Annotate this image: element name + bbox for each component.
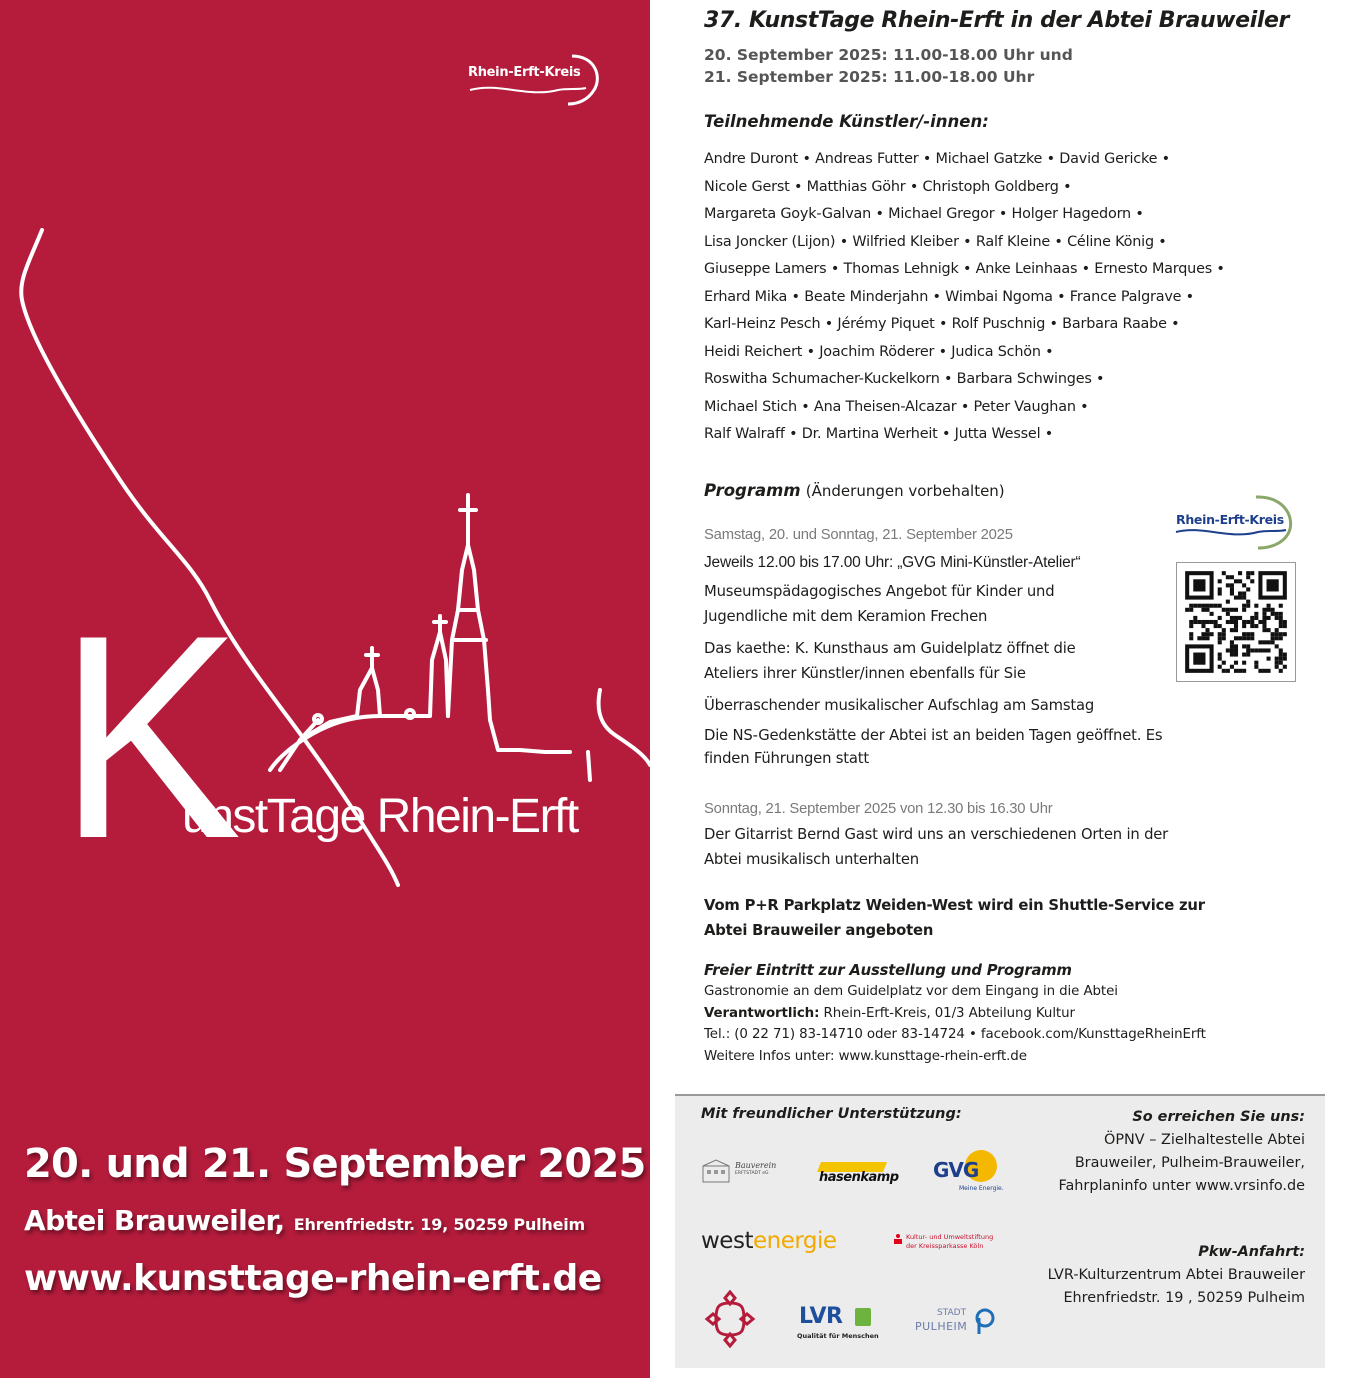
lvr-name: LVR [799,1304,843,1329]
responsible-line [704,1003,1206,1025]
program-ns [704,724,1162,770]
artists-line: Nicole Gerst • Matthias Göhr • Christoph Goldberg • [704,178,1072,195]
west-text: west [701,1228,753,1254]
artists-list [704,146,1225,449]
reach-line: Fahrplaninfo unter www.vrsinfo.de [1058,1178,1305,1194]
rhein-erft-kreis-logo [468,50,608,110]
program-ns-line: finden Führungen statt [704,750,869,767]
sponsor-lvr [797,1304,887,1344]
sponsor-westenergie [701,1228,861,1258]
venue-name: Abtei Brauweiler, [24,1204,285,1237]
event-title: 37. KunstTage Rhein-Erft in der Abtei Brauweiler [704,8,1289,33]
program-museum-line: Jugendliche mit dem Keramion Frechen [704,608,988,625]
sponsor-kreissparkasse [893,1232,1003,1256]
artists-line: Lisa Joncker (Lijon) • Wilfried Kleiber • Ralf Kleine • Céline König • [704,233,1167,250]
sponsor-gvg [929,1148,1005,1196]
free-entry: Freier Eintritt zur Ausstellung und Programm [704,962,1072,979]
program-title: Programm [704,481,801,500]
program-guitar-line: Der Gitarrist Bernd Gast wird uns an verschiedenen Orten in der [704,826,1169,843]
pulheim-line-2: PULHEIM [915,1320,968,1333]
artists-line: Heidi Reichert • Joachim Röderer • Judica Schön • [704,343,1054,360]
shuttle-line: Vom P+R Parkplatz Weiden-West wird ein Shuttle-Service zur [704,897,1205,914]
program-music: Überraschender musikalischer Aufschlag am Samstag [704,697,1095,714]
program-atelier: Jeweils 12.00 bis 17.00 Uhr: „GVG Mini-Künstler-Atelier“ [704,554,1081,571]
sponsor-bauverein [701,1158,791,1188]
lvr-sub: Qualität für Menschen [797,1332,879,1340]
abbey-emblem-icon [701,1288,759,1348]
kreissparkasse-line-1: Kultur- und Umweltstiftung [906,1233,994,1241]
phone-line[interactable]: Tel.: (0 22 71) 83-14710 oder 83-14724 • facebook.com/KunsttageRheinErft [704,1027,1206,1042]
date-line-2: 21. September 2025: 11.00-18.00 Uhr [704,68,1035,86]
program-guitar-line: Abtei musikalisch unterhalten [704,851,919,868]
event-dates [704,44,1073,88]
footer [675,1094,1325,1368]
qr-code-image [1177,563,1295,681]
gvg-sub: Meine Energie. [959,1185,1004,1192]
program-note: (Änderungen vorbehalten) [805,482,1005,500]
artists-heading: Teilnehmende Künstler/-innen: [704,112,989,131]
sponsor-hasenkamp [817,1160,899,1188]
program-museum [704,579,1054,629]
car-heading: Pkw-Anfahrt: [1198,1244,1305,1260]
artists-line: Andre Duront • Andreas Futter • Michael Gatzke • David Gericke • [704,151,1170,167]
gvg-name: GVG [933,1158,979,1182]
program-kaethe-line: Ateliers ihrer Künstler/innen ebenfalls für Sie [704,665,1026,682]
venue-address: Ehrenfriedstr. 19, 50259 Pulheim [293,1215,586,1234]
program-day2: Sonntag, 21. September 2025 von 12.30 bis 16.30 Uhr [704,801,1053,817]
event-date: 20. und 21. September 2025 [24,1141,646,1187]
responsible-label: Verantwortlich: [704,1005,820,1021]
program-heading [704,481,1005,500]
program-kaethe [704,636,1076,686]
program-ns-line: Die NS-Gedenkstätte der Abtei ist an beiden Tagen geöffnet. Es [704,727,1163,744]
kreissparkasse-line-2: der Kreissparkasse Köln [906,1242,984,1250]
reach-info [1059,1106,1305,1198]
shuttle-info [704,893,1205,943]
car-line: LVR-Kulturzentrum Abtei Brauweiler [1047,1267,1305,1283]
reach-line: ÖPNV – Zielhaltestelle Abtei [1104,1132,1305,1148]
logo-swoosh-icon [468,50,608,110]
program-day1: Samstag, 20. und Sonntag, 21. September 2025 [704,527,1013,543]
info-panel [650,0,1350,1378]
event-url[interactable]: www.kunsttage-rhein-erft.de [24,1258,602,1299]
logo-text: Rhein-Erft-Kreis [1176,512,1284,527]
artists-line: Margareta Goyk-Galvan • Michael Gregor • Holger Hagedorn • [704,206,1144,222]
date-line-1: 20. September 2025: 11.00-18.00 Uhr und [704,46,1073,64]
car-line: Ehrenfriedstr. 19 , 50259 Pulheim [1063,1290,1305,1306]
program-kaethe-line: Das kaethe: K. Kunsthaus am Guidelplatz öffnet die [704,640,1076,657]
support-heading: Mit freundlicher Unterstützung: [701,1106,962,1122]
energie-text: energie [752,1228,837,1254]
program-museum-line: Museumspädagogisches Angebot für Kinder und [704,583,1055,600]
lvr-figure-icon [853,1306,873,1328]
bauverein-name: Bauverein [735,1161,777,1170]
shuttle-line: Abtei Brauweiler angeboten [704,922,934,939]
hasenkamp-name: hasenkamp [819,1170,899,1185]
westenergie-name [701,1228,837,1254]
responsible-value: Rhein-Erft-Kreis, 01/3 Abteilung Kultur [819,1005,1075,1021]
bauverein-sub: ERFTSTADT eG [735,1171,769,1176]
artists-line: Karl-Heinz Pesch • Jérémy Piquet • Rolf Puschnig • Barbara Raabe • [704,316,1180,332]
reach-line: Brauweiler, Pulheim-Brauweiler, [1074,1155,1305,1171]
title-letter-k: K [58,575,242,899]
building-icon [701,1158,731,1186]
sponsor-pulheim [915,1306,1001,1340]
logo-text: Rhein-Erft-Kreis [468,65,581,80]
artists-line: Michael Stich • Ana Theisen-Alcazar • Peter Vaughan • [704,398,1089,415]
venue [24,1203,585,1243]
car-info [1048,1241,1305,1310]
reach-heading: So erreichen Sie uns: [1132,1109,1305,1125]
artists-line: Ralf Walraff • Dr. Martina Werheit • Jutta Wessel • [704,426,1054,442]
artists-line: Erhard Mika • Beate Minderjahn • Wimbai Ngoma • France Palgrave • [704,288,1194,305]
program-guitar [704,822,1168,872]
sparkasse-s-icon [893,1233,903,1245]
title-kunsttage: unstTage Rhein-Erft [182,790,578,843]
gastro-line: Gastronomie an dem Guidelplatz vor dem Eingang in die Abtei [704,984,1118,999]
pulheim-line-1: STADT [937,1308,967,1318]
cover-panel [0,0,650,1378]
artists-line: Roswitha Schumacher-Kuckelkorn • Barbara Schwinges • [704,371,1105,387]
rhein-erft-kreis-logo-color [1174,494,1298,550]
artists-line: Giuseppe Lamers • Thomas Lehnigk • Anke Leinhaas • Ernesto Marques • [704,261,1225,277]
qr-code[interactable] [1176,562,1296,682]
pulheim-p-icon [973,1308,997,1336]
contact-block [704,981,1206,1067]
more-info-line[interactable]: Weitere Infos unter: www.kunsttage-rhein-erft.de [704,1048,1027,1064]
sponsor-abbey-emblem [701,1288,759,1348]
